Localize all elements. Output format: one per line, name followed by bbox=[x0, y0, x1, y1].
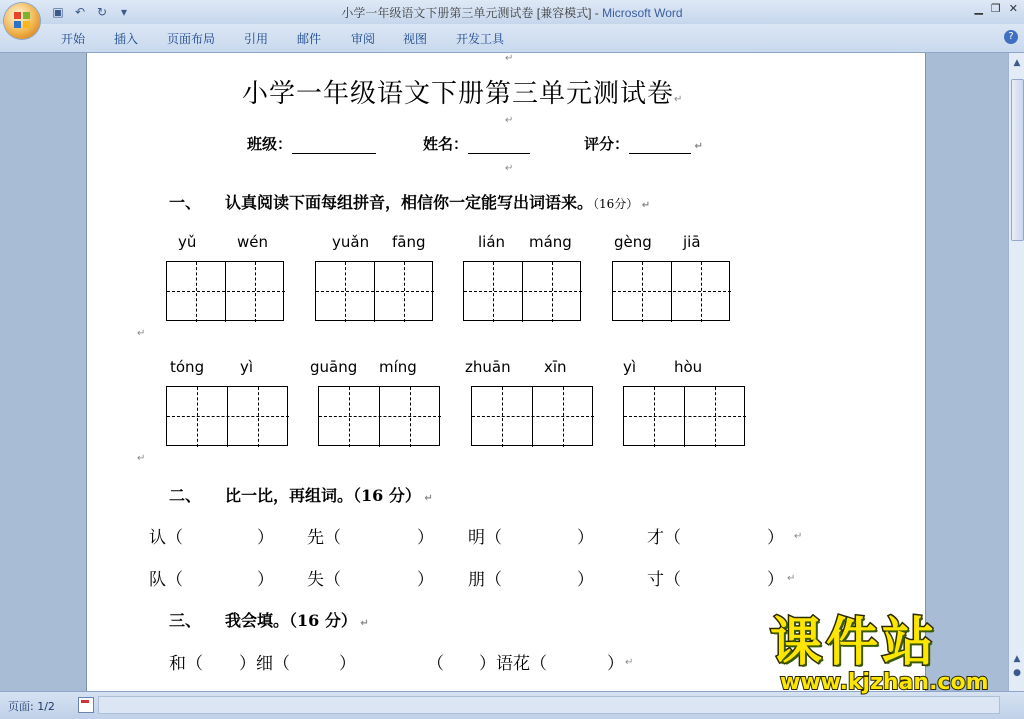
minimize-icon[interactable]: ▁ bbox=[974, 2, 983, 15]
tab-mailings[interactable]: 邮件 bbox=[297, 32, 322, 46]
document-name: 小学一年级语文下册第三单元测试卷 [兼容模式] bbox=[341, 6, 592, 20]
help-icon[interactable]: ? bbox=[1004, 30, 1018, 44]
pinyin: yǔ bbox=[178, 233, 197, 251]
writing-grid[interactable] bbox=[166, 386, 288, 446]
section-1-score: （16分） bbox=[593, 197, 639, 211]
pinyin: gèng bbox=[614, 233, 652, 251]
tab-insert[interactable]: 插入 bbox=[114, 32, 139, 46]
watermark-url: www.kjzhan.com bbox=[780, 670, 989, 695]
pinyin: máng bbox=[529, 233, 572, 251]
writing-grid[interactable] bbox=[471, 386, 593, 446]
status-bar bbox=[0, 691, 1024, 719]
title-bar bbox=[0, 0, 1024, 24]
office-logo-icon bbox=[13, 11, 31, 29]
fill-text: ）细（ bbox=[239, 654, 290, 674]
writing-grid[interactable] bbox=[463, 261, 581, 321]
document-page[interactable]: ↵ 小学一年级语文下册第三单元测试卷↵ ↵ 班级： 姓名： 评分： ↵ ↵ 一、 认真阅读下面每组拼音，相信你一定能写出词语来。（16分） ↵ yǔ wén yuǎn fāng lián máng gèng jiā ↵ tóng yì guāng míng zhuān xīn yì hòu ↵ 二、 比一比，再组词。（16 分） ↵ 认（ ） 先（ ） 明（ ） 才（ ） ↵ 队（ ） 失（ ） 朋（ ） 寸（ ） ↵ 三、 我会填。（16 分） ↵ 和（ ）细（ ） （ ）语花（ ） ↵ bbox=[87, 53, 925, 693]
score-field: 评分： ↵ bbox=[584, 135, 703, 153]
tab-page-layout[interactable]: 页面布局 bbox=[167, 32, 216, 46]
scroll-thumb[interactable] bbox=[1011, 79, 1024, 241]
compare-close: ） bbox=[577, 570, 594, 590]
compare-char: 认（ bbox=[149, 528, 183, 548]
title-separator: - bbox=[591, 6, 603, 20]
compare-close: ） bbox=[767, 570, 784, 590]
fill-text: （ bbox=[427, 654, 444, 674]
section-1-text: 认真阅读下面每组拼音，相信你一定能写出词语来。 bbox=[225, 193, 594, 212]
pinyin: yì bbox=[240, 358, 254, 376]
office-button[interactable] bbox=[4, 3, 40, 39]
paragraph-mark: ↵ bbox=[137, 453, 146, 464]
paragraph-mark: ↵ bbox=[505, 163, 514, 174]
pinyin: lián bbox=[478, 233, 506, 251]
section-1-heading: 一、 认真阅读下面每组拼音，相信你一定能写出词语来。（16分） ↵ bbox=[169, 190, 650, 213]
compare-close: ） bbox=[417, 570, 434, 590]
undo-icon[interactable]: ↶ bbox=[74, 5, 86, 19]
section-2-text: 比一比，再组词。（16 分） bbox=[225, 486, 421, 505]
pinyin: yuǎn bbox=[332, 233, 370, 251]
pinyin: tóng bbox=[170, 358, 205, 376]
horizontal-scrollbar[interactable] bbox=[98, 696, 1000, 714]
class-label: 班级： bbox=[247, 135, 293, 153]
compare-close: ） bbox=[257, 570, 274, 590]
pinyin: guāng bbox=[310, 358, 358, 376]
class-blank[interactable] bbox=[292, 139, 376, 154]
section-1-number: 一、 bbox=[169, 193, 202, 212]
save-icon[interactable]: ▣ bbox=[52, 5, 64, 19]
restore-icon[interactable]: ❐ bbox=[990, 2, 1001, 15]
paragraph-mark: ↵ bbox=[505, 53, 514, 64]
compare-close: ） bbox=[417, 528, 434, 548]
paragraph-mark: ↵ bbox=[505, 115, 514, 126]
compare-char: 队（ bbox=[149, 570, 183, 590]
section-2-heading: 二、 比一比，再组词。（16 分） ↵ bbox=[169, 483, 433, 506]
compare-char: 明（ bbox=[468, 528, 502, 548]
compare-close: ） bbox=[767, 528, 784, 548]
redo-icon[interactable]: ↻ bbox=[96, 5, 108, 19]
tab-home[interactable]: 开始 bbox=[61, 32, 86, 46]
name-blank[interactable] bbox=[468, 139, 530, 154]
pinyin: hòu bbox=[674, 358, 703, 376]
writing-grid[interactable] bbox=[315, 261, 433, 321]
paragraph-mark: ↵ bbox=[137, 328, 146, 339]
fill-text: ）语花（ bbox=[479, 654, 547, 674]
app-name: Microsoft Word bbox=[602, 6, 683, 20]
compare-close: ） bbox=[257, 528, 274, 548]
tab-developer[interactable]: 开发工具 bbox=[456, 32, 505, 46]
prev-page-icon[interactable]: ▲ bbox=[1013, 654, 1021, 664]
pinyin: jiā bbox=[683, 233, 701, 251]
name-label: 姓名： bbox=[423, 135, 469, 153]
score-blank[interactable] bbox=[629, 139, 691, 154]
section-3-number: 三、 bbox=[169, 611, 202, 630]
compare-char: 寸（ bbox=[647, 570, 681, 590]
compare-char: 朋（ bbox=[468, 570, 502, 590]
section-3-heading: 三、 我会填。（16 分） ↵ bbox=[169, 608, 369, 631]
proofing-icon[interactable] bbox=[78, 697, 94, 713]
vertical-scrollbar[interactable] bbox=[1008, 53, 1024, 691]
watermark bbox=[770, 615, 1006, 695]
fill-text: 和（ bbox=[169, 654, 203, 674]
pinyin: xīn bbox=[544, 358, 567, 376]
document-title-text: 小学一年级语文下册第三单元测试卷 bbox=[242, 79, 675, 109]
compare-char: 先（ bbox=[307, 528, 341, 548]
fill-text: ） bbox=[339, 654, 356, 674]
class-field bbox=[247, 133, 376, 154]
watermark-cn: 课件站 bbox=[770, 613, 939, 673]
section-2-number: 二、 bbox=[169, 486, 202, 505]
writing-grid[interactable] bbox=[166, 261, 284, 321]
writing-grid[interactable] bbox=[623, 386, 745, 446]
page-indicator[interactable]: 页面: 1/2 bbox=[8, 700, 55, 713]
writing-grid[interactable] bbox=[612, 261, 730, 321]
compare-char: 才（ bbox=[647, 528, 681, 548]
pinyin: wén bbox=[237, 233, 269, 251]
pinyin: yì bbox=[623, 358, 637, 376]
customize-toolbar-icon[interactable]: ▾ bbox=[120, 5, 128, 19]
scroll-up-icon[interactable]: ▲ bbox=[1013, 58, 1021, 68]
tab-view[interactable]: 视图 bbox=[403, 32, 428, 46]
pinyin: fāng bbox=[392, 233, 426, 251]
name-field bbox=[423, 133, 530, 154]
document-title: 小学一年级语文下册第三单元测试卷↵ bbox=[242, 79, 684, 109]
tab-review[interactable]: 审阅 bbox=[351, 32, 376, 46]
pinyin: míng bbox=[379, 358, 417, 376]
close-icon[interactable]: ✕ bbox=[1008, 2, 1018, 15]
pinyin: zhuān bbox=[465, 358, 511, 376]
window-title bbox=[0, 4, 1024, 21]
section-3-text: 我会填。（16 分） bbox=[225, 611, 357, 630]
compare-char: 失（ bbox=[307, 570, 341, 590]
select-browse-object-icon[interactable]: ● bbox=[1013, 668, 1021, 678]
document-workspace bbox=[0, 53, 1008, 691]
score-label: 评分： bbox=[584, 135, 630, 153]
fill-text: ） bbox=[607, 654, 624, 674]
ribbon-tabs bbox=[0, 24, 1024, 53]
writing-grid[interactable] bbox=[318, 386, 440, 446]
compare-close: ） bbox=[577, 528, 594, 548]
tab-references[interactable]: 引用 bbox=[244, 32, 269, 46]
window-controls bbox=[974, 2, 1018, 15]
